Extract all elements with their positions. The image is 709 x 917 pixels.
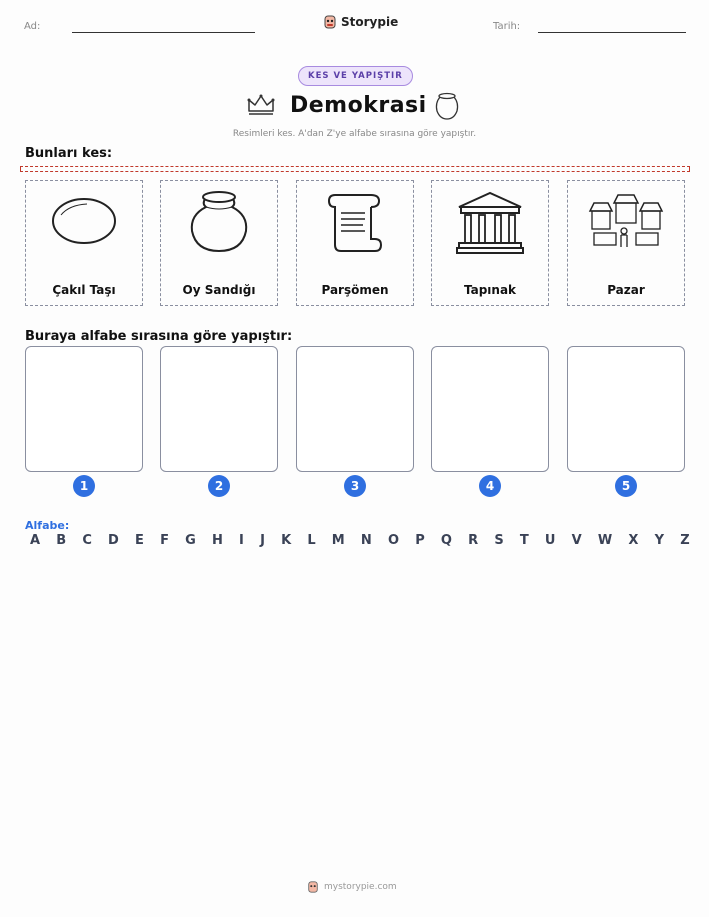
paste-slot-2[interactable]	[160, 346, 278, 472]
alphabet-letter: H	[211, 533, 223, 548]
paste-slot-3[interactable]	[296, 346, 414, 472]
footer	[307, 880, 397, 894]
slot-number: 1	[73, 475, 95, 497]
alphabet-letter: E	[135, 533, 144, 548]
alphabet-letter: L	[307, 533, 316, 548]
card-label: Pazar	[607, 283, 645, 297]
cut-card-2[interactable]	[160, 180, 278, 306]
footer-url[interactable]: mystorypie.com	[324, 882, 397, 892]
alphabet-row	[30, 533, 690, 548]
alphabet-letter: V	[571, 533, 582, 548]
market-icon	[588, 189, 664, 255]
paste-slot-4[interactable]	[431, 346, 549, 472]
paste-slot-1[interactable]	[25, 346, 143, 472]
alphabet-letter: N	[360, 533, 372, 548]
card-label: Oy Sandığı	[182, 283, 256, 297]
vase-icon	[433, 91, 461, 121]
storypie-mascot-icon	[323, 14, 337, 30]
alphabet-letter: Y	[654, 533, 665, 548]
alphabet-letter: Q	[440, 533, 452, 548]
date-label: Tarih:	[493, 21, 521, 32]
alphabet-label: Alfabe:	[25, 519, 70, 532]
pebble-icon	[49, 189, 119, 249]
brand-name: Storypie	[341, 15, 399, 29]
name-line[interactable]	[72, 32, 255, 33]
slot-number: 5	[615, 475, 637, 497]
crown-icon	[246, 93, 276, 117]
page-title: Demokrasi	[290, 93, 427, 118]
paste-slot-5[interactable]	[567, 346, 685, 472]
card-label: Çakıl Taşı	[52, 283, 116, 297]
alphabet-letter: C	[82, 533, 92, 548]
name-label: Ad:	[24, 21, 41, 32]
cut-card-1[interactable]	[25, 180, 143, 306]
alphabet-letter: K	[281, 533, 292, 548]
cut-card-5[interactable]	[567, 180, 685, 306]
cut-card-3[interactable]	[296, 180, 414, 306]
activity-badge: KES VE YAPIŞTIR	[298, 66, 413, 86]
slot-number: 4	[479, 475, 501, 497]
alphabet-letter: J	[260, 533, 265, 548]
alphabet-letter: P	[415, 533, 425, 548]
card-label: Tapınak	[463, 283, 517, 297]
storypie-mascot-icon	[307, 880, 319, 894]
alphabet-letter: W	[597, 533, 613, 548]
brand-logo	[323, 14, 398, 30]
paste-heading: Buraya alfabe sırasına göre yapıştır:	[25, 329, 293, 344]
alphabet-letter: T	[519, 533, 529, 548]
alphabet-letter: F	[160, 533, 169, 548]
slot-number: 2	[208, 475, 230, 497]
alphabet-letter: U	[544, 533, 556, 548]
temple-icon	[455, 189, 525, 255]
alphabet-letter: A	[30, 533, 41, 548]
alphabet-letter: R	[468, 533, 479, 548]
alphabet-letter: G	[185, 533, 196, 548]
scroll-icon	[325, 189, 385, 255]
alphabet-letter: D	[108, 533, 119, 548]
alphabet-letter: X	[628, 533, 639, 548]
alphabet-letter: Z	[680, 533, 690, 548]
date-line[interactable]	[538, 32, 686, 33]
alphabet-letter: I	[239, 533, 244, 548]
cut-strip	[20, 166, 690, 172]
slot-number: 3	[344, 475, 366, 497]
cut-heading: Bunları kes:	[25, 146, 113, 161]
alphabet-letter: S	[494, 533, 504, 548]
alphabet-letter: M	[331, 533, 345, 548]
cut-card-4[interactable]	[431, 180, 549, 306]
alphabet-letter: O	[387, 533, 400, 548]
card-label: Parşömen	[321, 283, 389, 297]
alphabet-letter: B	[56, 533, 67, 548]
vase-icon	[184, 189, 254, 255]
instructions: Resimleri kes. A'dan Z'ye alfabe sırasına göre yapıştır.	[232, 129, 477, 139]
